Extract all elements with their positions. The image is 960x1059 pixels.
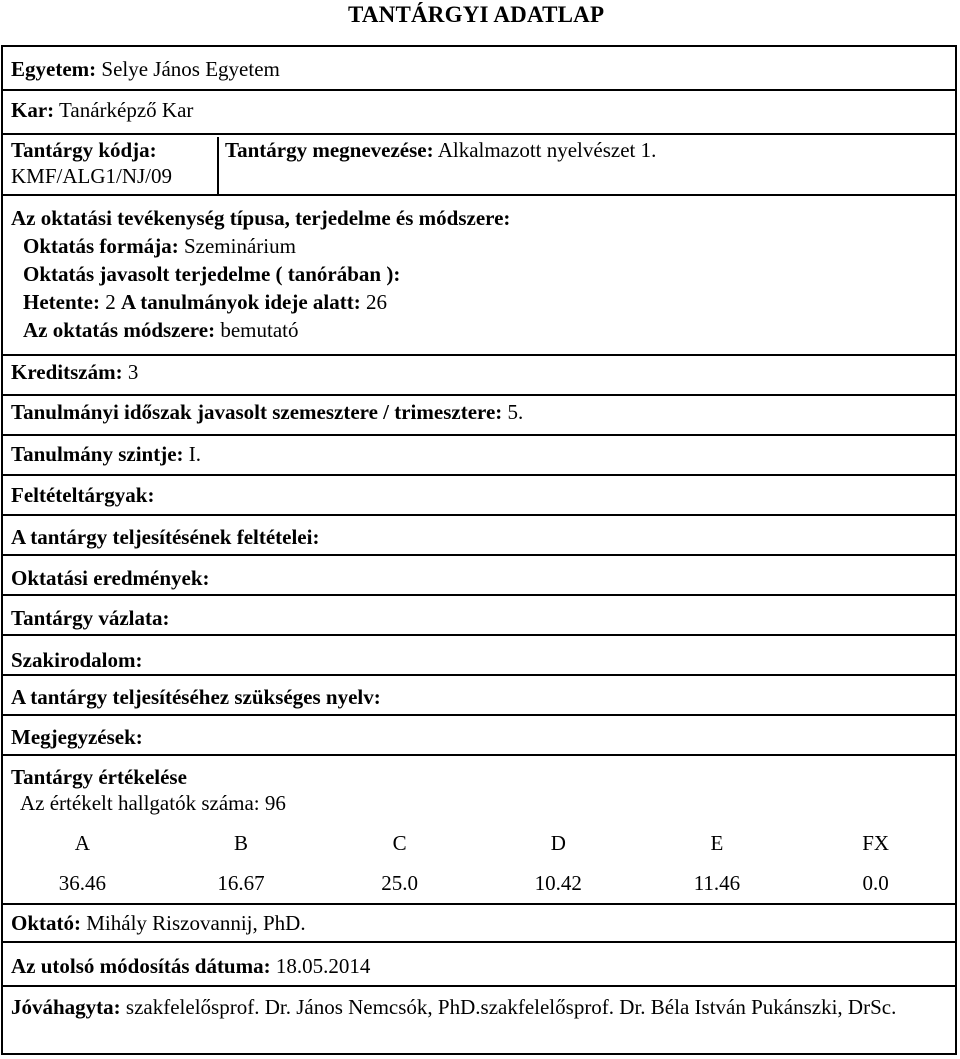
teaching-method [11, 316, 955, 344]
document-title: TANTÁRGYI ADATLAP [348, 2, 605, 27]
grade-percentage: 25.0 [381, 871, 419, 895]
level-label: Tanulmány szintje: [11, 442, 184, 466]
evaluated-count-value: 96 [264, 791, 286, 815]
level-row [3, 436, 955, 476]
requirements-row [3, 516, 955, 556]
lecturer-value: Mihály Riszovannij, PhD. [86, 911, 306, 935]
credits-label: Kreditszám: [11, 360, 123, 384]
level-value: I. [188, 442, 202, 466]
university-value: Selye János Egyetem [101, 57, 280, 81]
language-row [3, 676, 955, 716]
grade-letter: A [74, 831, 90, 855]
course-code-label: Tantárgy kódja: [11, 138, 157, 162]
grade-letter: FX [862, 831, 890, 855]
requirements-label: A tantárgy teljesítésének feltételei: [11, 525, 320, 549]
semester-row [3, 396, 955, 436]
course-datasheet [1, 45, 957, 1055]
course-id-row [3, 135, 955, 196]
university-row [3, 47, 955, 91]
semester-value: 5. [507, 400, 524, 424]
faculty-value: Tanárképző Kar [59, 98, 194, 122]
course-code-block [11, 137, 172, 189]
course-name-block [225, 137, 656, 163]
teaching-scope-label: Oktatás javasolt terjedelme ( tanórában ): [23, 262, 401, 286]
evaluated-count [11, 790, 955, 816]
evaluation-block [3, 756, 955, 905]
teaching-form-value: Szeminárium [183, 234, 296, 258]
teaching-form-label: Oktatás formája: [23, 234, 179, 258]
lecturer-row [3, 905, 955, 943]
last-modified-row [3, 943, 955, 987]
literature-row [3, 636, 955, 676]
university-label: Egyetem: [11, 57, 97, 81]
approved-label: Jóváhagyta: [11, 995, 121, 1019]
grade-letter: D [550, 831, 566, 855]
notes-row [3, 716, 955, 756]
course-name-value: Alkalmazott nyelvészet 1. [437, 138, 657, 162]
literature-label: Szakirodalom: [11, 648, 143, 672]
grade-percentages-row [3, 863, 955, 903]
lecturer-label: Oktató: [11, 911, 81, 935]
notes-label: Megjegyzések: [11, 725, 143, 749]
outline-label: Tantárgy vázlata: [11, 606, 170, 630]
teaching-block [3, 196, 955, 356]
credits-value: 3 [127, 360, 139, 384]
grade-letters-row [3, 823, 955, 863]
approved-value: szakfelelősprof. Dr. János Nemcsók, PhD.szakfelelősprof. Dr. Béla István Pukánszki, DrSc. [125, 995, 897, 1019]
grade-percentage: 0.0 [862, 871, 889, 895]
teaching-form [11, 232, 955, 260]
weekly-value: 2 [105, 290, 116, 314]
total-label: A tanulmányok ideje alatt: [120, 290, 361, 314]
prerequisites-row [3, 476, 955, 516]
grade-percentage: 11.46 [693, 871, 741, 895]
evaluation-heading: Tantárgy értékelése [11, 765, 187, 789]
credits-row [3, 356, 955, 396]
semester-label: Tanulmányi időszak javasolt szemesztere / trimesztere: [11, 400, 503, 424]
grade-percentage: 36.46 [58, 871, 106, 895]
outline-row [3, 596, 955, 636]
course-code-value: KMF/ALG1/NJ/09 [11, 164, 173, 188]
evaluated-count-label: Az értékelt hallgatók száma: [20, 791, 260, 815]
outcomes-label: Oktatási eredmények: [11, 566, 210, 590]
grade-percentage: 16.67 [217, 871, 265, 895]
faculty-row [3, 91, 955, 135]
approval-row [3, 987, 955, 1053]
course-name-label: Tantárgy megnevezése: [225, 138, 434, 162]
grade-letter: E [710, 831, 724, 855]
grade-letter: C [392, 831, 407, 855]
faculty-label: Kar: [11, 98, 55, 122]
grade-percentage: 10.42 [534, 871, 582, 895]
teaching-heading: Az oktatási tevékenység típusa, terjedelme és módszere: [11, 206, 511, 230]
teaching-hours [11, 288, 955, 316]
grade-distribution-table [3, 823, 955, 903]
column-divider [217, 137, 219, 194]
grade-letter: B [233, 831, 248, 855]
method-label: Az oktatás módszere: [23, 318, 216, 342]
weekly-label: Hetente: [23, 290, 100, 314]
outcomes-row [3, 556, 955, 596]
language-label: A tantárgy teljesítéséhez szükséges nyelv: [11, 685, 381, 709]
total-value: 26 [365, 290, 387, 314]
prerequisites-label: Feltételtárgyak: [11, 483, 155, 507]
method-value: bemutató [220, 318, 299, 342]
last-modified-value: 18.05.2014 [275, 954, 371, 978]
last-modified-label: Az utolsó módosítás dátuma: [11, 954, 271, 978]
